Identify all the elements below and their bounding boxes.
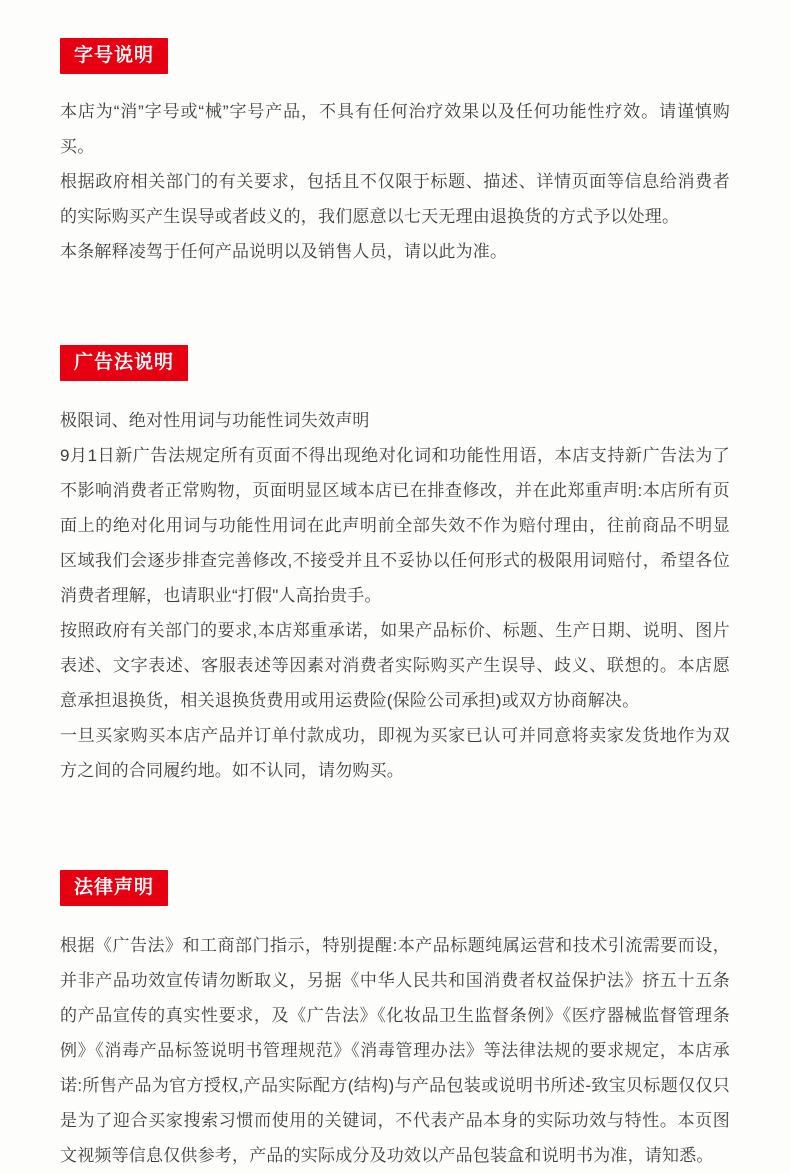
paragraph: 9月1日新广告法规定所有页面不得出现绝对化词和功能性用语，本店支持新广告法为了不影响消费者正常购物，页面明显区域本店已在排查修改，并在此郑重声明:本店所有页面上的绝对化用词与功能性用词在此声明前全部失效不作为赔付理由，往前商品不明显区域我们会逐步排查完善修改,不接受并且不妥协以任何形式的极限用词赔付，希望各位消费者理解，也请职业“打假"人高抬贵手。 [60,446,730,605]
paragraph: 本条解释凌驾于任何产品说明以及销售人员，请以此为准。 [60,242,508,261]
section-body-font-spec [60,94,730,269]
paragraph: 一旦买家购买本店产品并订单付款成功，即视为买家已认可并同意将卖家发货地作为双方之间的合同履约地。如不认同，请勿购买。 [60,726,730,780]
paragraph: 本店为“消”字号或“械”字号产品，不具有任何治疗效果以及任何功能性疗效。请谨慎购买。 [60,102,730,156]
section-body-ad-law [60,403,730,788]
section-legal [60,788,730,1173]
paragraph-subheading: 极限词、绝对性用词与功能性词失效声明 [60,411,370,430]
paragraph: 按照政府有关部门的要求,本店郑重承诺，如果产品标价、标题、生产日期、说明、图片表述、文字表述、客服表述等因素对消费者实际购买产生误导、歧义、联想的。本店愿意承担退换货，相关退换货费用或用运费险(保险公司承担)或双方协商解决。 [60,621,730,710]
section-badge-font-spec: 字号说明 [60,38,168,74]
section-body-legal [60,928,730,1173]
section-ad-law [60,269,730,788]
section-font-spec [60,0,730,269]
section-badge-ad-law: 广告法说明 [60,345,188,381]
paragraph: 根据《广告法》和工商部门指示，特别提醒:本产品标题纯属运营和技术引流需要而设，并非产品功效宣传请勿断取义，另据《中华人民共和国消费者权益保护法》挤五十五条的产品宣传的真实性要求，及《广告法》《化妆品卫生监督条例》《医疗器械监督管理条例》《消毒产品标签说明书管理规范》《消毒管理办法》等法律法规的要求规定，本店承诺:所售产品为官方授权,产品实际配方(结构)与产品包装或说明书所述-致宝贝标题仅仅只是为了迎合买家搜索习惯而使用的关键词，不代表产品本身的实际功效与特性。本页图文视频等信息仅供参考，产品的实际成分及功效以产品包装盒和说明书为准，请知悉。 [60,936,730,1165]
paragraph: 根据政府相关部门的有关要求，包括且不仅限于标题、描述、详情页面等信息给消费者的实际购买产生误导或者歧义的，我们愿意以七天无理由退换货的方式予以处理。 [60,172,730,226]
section-badge-legal: 法律声明 [60,870,168,906]
